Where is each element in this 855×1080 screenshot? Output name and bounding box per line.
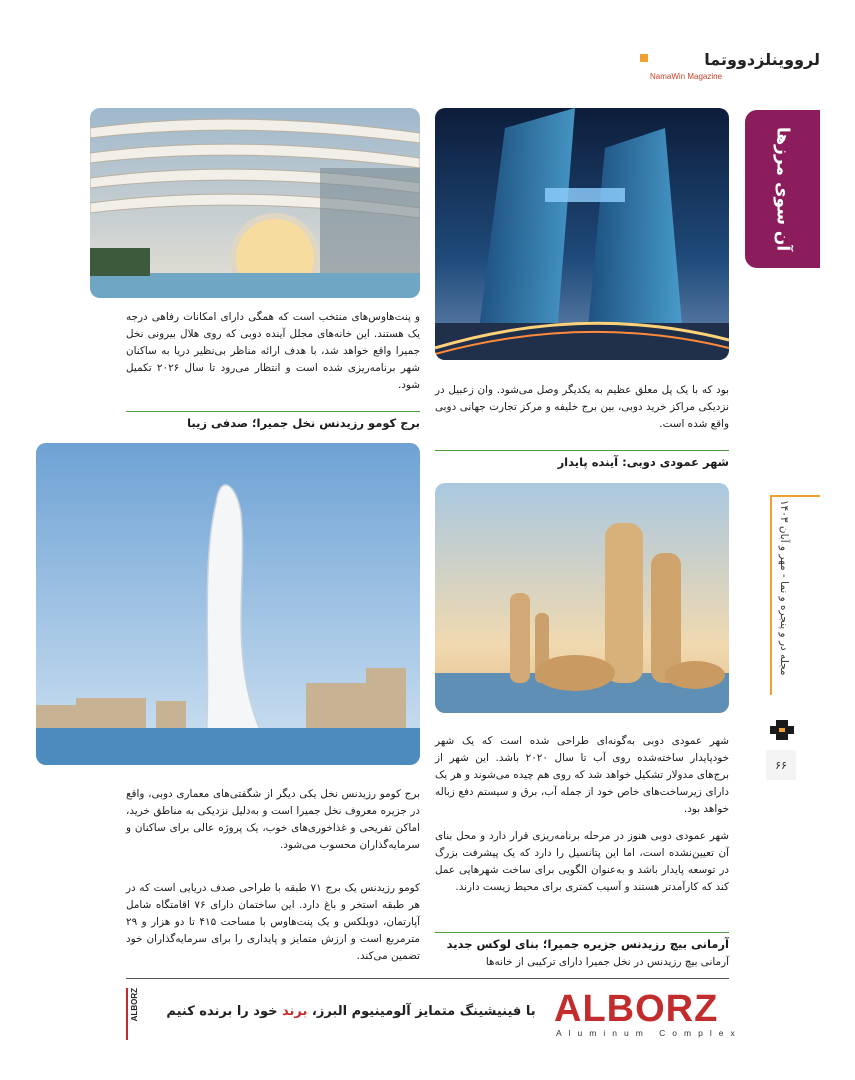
heading-vertical-city: شهر عمودی دوبی: آینده پایدار [557,455,729,469]
heading-armani-beach: آرمانی بیچ رزیدنس جزیره جمیرا؛ بنای لوکس جدید [446,937,729,951]
magazine-logo [640,50,820,88]
ad-slogan-brand: برند [282,1004,308,1019]
armani-residence-image [90,108,420,298]
footer-divider [126,978,729,979]
logo-mark-icon [640,54,648,62]
heading-como-residence: برج کومو رزیدنس نخل جمیرا؛ صدفی زیبا [187,416,420,430]
heading-rule [435,932,729,933]
alborz-logo-subtitle: Aluminum Complex [556,1028,742,1038]
armani-paragraph: آرمانی بیچ رزیدنس در نخل جمیرا دارای ترکیبی از خانه‌ها [485,956,729,968]
section-tab [745,110,820,268]
intro-paragraph-left: و پنت‌هاوس‌های منتخب است که همگی دارای امکانات رفاهی درجه یک هستند. این خانه‌های مجلل آینده دوبی که روی هلال بیرونی نخل جمیرا واقع خواهد شد، با هدف ارائه مناظر بی‌نظیر دریا به ساکنان شهر برنامه‌ریزی شده است و انتظار می‌رود تا سال ۲۰۲۶ تکمیل شود. [126,311,420,391]
side-accent-line [770,495,820,497]
heading-rule [435,450,729,451]
intro-paragraph-right: بود که با یک پل معلق عظیم به یکدیگر وصل می‌شود. وان زعبیل در نزدیکی مراکز خرید دوبی، بین برج خلیفه و مرکز تجارت جهانی دوبی واقع شده است. [435,384,729,430]
como-residence-image [36,443,420,765]
logo-text: لرووینلزدووتما [704,50,820,69]
section-title: آن سوی مرزها [772,126,793,252]
twin-towers-image [435,108,729,360]
page-number-box [766,750,796,780]
ad-vertical-brand: ALBORZ [126,988,142,1040]
ad-slogan [166,1004,536,1019]
logo-subtitle: NamaWin Magazine [650,72,723,81]
ad-slogan-part1: با فینیشینگ متمایز آلومینیوم البرز، [311,1004,536,1019]
vertical-city-paragraph-1: شهر عمودی دوبی به‌گونه‌ای طراحی شده است که یک شهر خودپایدار ساخته‌شده روی آب تا سال ۲۰۲۰ باشد. این شهر از برج‌های مدولار تشکیل خواهد شد که روی هم چیده می‌شوند و هر یک دارای زیرساخت‌های خاص خود از جمله آب، برق و سیستم دفع زباله خواهد بود. [434,735,730,815]
ad-banner [126,988,742,1043]
alborz-logo-text: ALBORZ [554,988,719,1030]
vertical-city-paragraph-2: شهر عمودی دوبی هنوز در مرحله برنامه‌ریزی قرار دارد و محل بنای آن تعیین‌نشده است، اما این پتانسیل را دارد که یک پیشرفت بزرگ در توسعه پایدار باشد و به‌عنوان الگویی برای ساخت شهرهایی عمل کند که کارآمدتر هستند و آسیب کمتری برای محیط زیست دارند. [435,830,729,893]
side-accent-line-vertical [770,495,772,695]
page-icon [768,718,796,742]
como-paragraph-1: برج کومو رزیدنس نخل یکی دیگر از شگفتی‌های معماری دوبی، واقع در جزیره معروف نخل جمیرا است و به‌دلیل نزدیکی به مناطق خرید، اماکن تفریحی و غذاخوری‌های خوب، یک پروژه عالی برای ساکنان و سرمایه‌گذاران محسوب می‌شود. [126,788,420,851]
como-paragraph-2: کومو رزیدنس یک برج ۷۱ طبقه با طراحی صدف دریایی است که در هر طبقه استخر و باغ دارد. این ساختمان دارای ۷۶ اقامتگاه شامل آپارتمان، دوبلکس و یک پنت‌هاوس با مساحت ۴۱۵ تا دو هزار و ۲۹ مترمربع است و ارزش متمایز و پایداری را برای سرمایه‌گذاران خود تضمین می‌کند. [126,882,420,962]
vertical-city-image [435,483,729,713]
page-number: ۶۶ [775,758,787,772]
alborz-logo [554,988,742,1040]
ad-slogan-part2: خود را برنده کنیم [166,1004,278,1019]
heading-rule [126,411,420,412]
magazine-issue-info: مجله در و پنجره و نما - مهر و آبان ۱۴۰۳ [778,500,790,676]
